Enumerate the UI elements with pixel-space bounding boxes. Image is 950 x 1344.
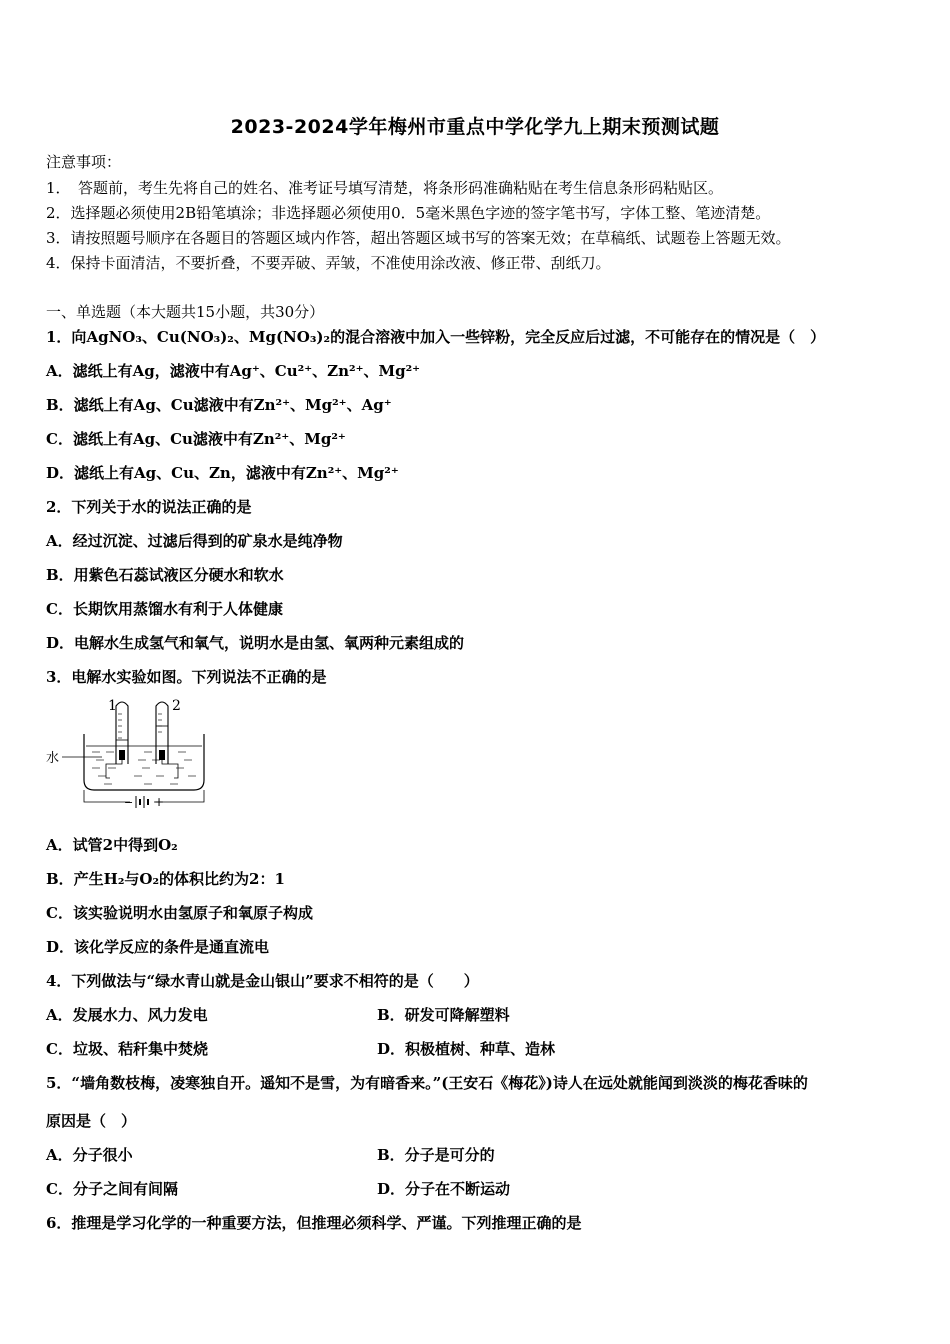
q5-option-c: C．分子之间有间隔	[46, 1180, 178, 1198]
q4-option-c: C．垃圾、秸秆集中焚烧	[46, 1040, 208, 1058]
q3-option-b: B．产生H₂与O₂的体积比约为2：1	[46, 870, 285, 888]
q2-stem: 2．下列关于水的说法正确的是	[46, 498, 252, 516]
q5-stem-line1: 5．“墙角数枝梅，凌寒独自开。遥知不是雪，为有暗香来。”(王安石《梅花》)诗人在远处就能闻到淡淡的梅花香味的	[46, 1074, 808, 1092]
q5-option-a: A．分子很小	[46, 1146, 133, 1164]
tube1-label: 1	[108, 698, 117, 714]
q4-option-b: B．研发可降解塑料	[377, 1006, 510, 1024]
q3-stem: 3．电解水实验如图。下列说法不正确的是	[46, 668, 327, 686]
q1-stem-post: 的混合溶液中加入一些锌粉，完全反应后过滤，不可能存在的情况是（ ）	[330, 328, 826, 346]
q2-option-b: B．用紫色石蕊试液区分硬水和软水	[46, 566, 284, 584]
electrode-1	[119, 750, 125, 760]
q5-stem-line2: 原因是（ ）	[46, 1112, 137, 1130]
notice-heading: 注意事项：	[46, 153, 122, 171]
water-label: 水	[46, 751, 60, 766]
q6-stem: 6．推理是学习化学的一种重要方法，但推理必须科学、严谨。下列推理正确的是	[46, 1214, 582, 1232]
q2-option-c: C．长期饮用蒸馏水有利于人体健康	[46, 600, 283, 618]
q3-option-d: D．该化学反应的条件是通直流电	[46, 938, 270, 956]
q1-option-b: B．滤纸上有Ag、Cu滤液中有Zn²⁺、Mg²⁺、Ag⁺	[46, 396, 392, 414]
water-basin	[84, 734, 204, 790]
q1-option-c: C．滤纸上有Ag、Cu滤液中有Zn²⁺、Mg²⁺	[46, 430, 346, 448]
q1-stem-pre: 1．向	[46, 328, 87, 346]
q4-option-a: A．发展水力、风力发电	[46, 1006, 208, 1024]
q4-stem: 4．下列做法与“绿水青山就是金山银山”要求不相符的是（ ）	[46, 972, 479, 990]
q3-option-a: A．试管2中得到O₂	[46, 836, 178, 854]
q4-option-d: D．积极植树、种草、造林	[377, 1040, 556, 1058]
electrode-2	[159, 750, 165, 760]
battery	[136, 796, 148, 808]
q5-option-d: D．分子在不断运动	[377, 1180, 511, 1198]
tube2-label: 2	[172, 698, 181, 714]
q1-option-a: A．滤纸上有Ag，滤液中有Ag⁺、Cu²⁺、Zn²⁺、Mg²⁺	[46, 362, 421, 380]
plus-label: +	[154, 795, 165, 809]
electrolysis-diagram	[44, 694, 214, 810]
notice-item-1: 1． 答题前，考生先将自己的姓名、准考证号填写清楚，将条形码准确粘贴在考生信息条形码粘贴区。	[46, 179, 724, 197]
page-title: 2023-2024学年梅州市重点中学化学九上期末预测试题	[230, 116, 720, 138]
q3-option-c: C．该实验说明水由氢原子和氧原子构成	[46, 904, 313, 922]
q2-option-d: D．电解水生成氢气和氧气，说明水是由氢、氧两种元素组成的	[46, 634, 465, 652]
q1-stem	[46, 327, 825, 347]
q5-option-b: B．分子是可分的	[377, 1146, 495, 1164]
notice-item-3: 3．请按照题号顺序在各题目的答题区域内作答，超出答题区域书写的答案无效；在草稿纸、试题卷上答题无效。	[46, 229, 791, 247]
q1-option-d: D．滤纸上有Ag、Cu、Zn，滤液中有Zn²⁺、Mg²⁺	[46, 464, 399, 482]
notice-item-4: 4．保持卡面清洁，不要折叠，不要弄破、弄皱，不准使用涂改液、修正带、刮纸刀。	[46, 254, 611, 272]
minus-label: −	[124, 796, 134, 809]
section-heading: 一、单选题（本大题共15小题，共30分）	[46, 303, 325, 321]
water-hatching	[92, 752, 196, 784]
q1-stem-chem: AgNO₃、Cu(NO₃)₂、Mg(NO₃)₂	[86, 328, 331, 346]
q2-option-a: A．经过沉淀、过滤后得到的矿泉水是纯净物	[46, 532, 343, 550]
notice-item-2: 2．选择题必须使用2B铅笔填涂；非选择题必须使用0．5毫米黑色字迹的签字笔书写，字体工整、笔迹清楚。	[46, 204, 771, 222]
